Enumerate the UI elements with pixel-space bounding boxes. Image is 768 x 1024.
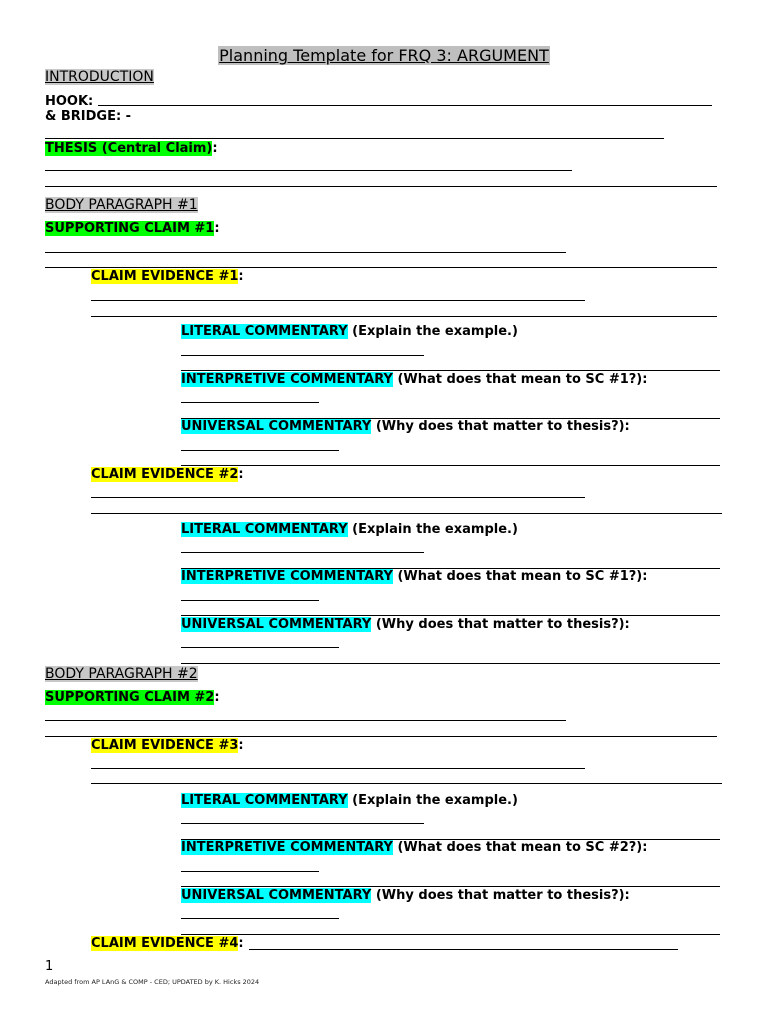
claim-evidence-1-label: CLAIM EVIDENCE #1: bbox=[91, 269, 244, 284]
document-title: Planning Template for FRQ 3: ARGUMENT bbox=[219, 46, 549, 65]
page-number: 1 bbox=[45, 959, 54, 974]
claim-evidence-1-line-1[interactable] bbox=[91, 300, 585, 301]
universal-commentary-3-line-2[interactable] bbox=[181, 934, 720, 935]
claim-evidence-4-line-1[interactable] bbox=[249, 949, 678, 950]
interpretive-commentary-2: INTERPRETIVE COMMENTARY (What does that mean to SC #1?): bbox=[181, 569, 648, 584]
section-heading-introduction: INTRODUCTION bbox=[45, 69, 154, 85]
universal-commentary-1: UNIVERSAL COMMENTARY (Why does that matter to thesis?): bbox=[181, 419, 630, 434]
literal-commentary-1-line-1[interactable] bbox=[181, 355, 424, 356]
literal-commentary-2: LITERAL COMMENTARY (Explain the example.) bbox=[181, 522, 518, 537]
interpretive-commentary-3-line-1[interactable] bbox=[181, 871, 319, 872]
section-heading-body-2: BODY PARAGRAPH #2 bbox=[45, 666, 198, 682]
thesis-answer-line-1[interactable] bbox=[45, 170, 572, 171]
hook-label: HOOK: bbox=[45, 94, 94, 109]
claim-evidence-4-label: CLAIM EVIDENCE #4: bbox=[91, 936, 244, 951]
universal-commentary-1-line-2[interactable] bbox=[181, 465, 720, 466]
thesis-highlight: THESIS (Central Claim) bbox=[45, 141, 213, 156]
bridge-label: & BRIDGE: - bbox=[45, 109, 132, 124]
footer-credit: Adapted from AP LAnG & COMP - CED; UPDATED by K. Hicks 2024 bbox=[45, 978, 260, 986]
claim-evidence-3-label: CLAIM EVIDENCE #3: bbox=[91, 738, 244, 753]
universal-commentary-3: UNIVERSAL COMMENTARY (Why does that matter to thesis?): bbox=[181, 888, 630, 903]
interpretive-commentary-2-line-2[interactable] bbox=[181, 615, 720, 616]
universal-commentary-2-line-1[interactable] bbox=[181, 647, 339, 648]
supporting-claim-2-line-2[interactable] bbox=[45, 736, 717, 737]
literal-commentary-1-line-2[interactable] bbox=[181, 370, 720, 371]
supporting-claim-1-line-2[interactable] bbox=[45, 267, 717, 268]
hook-answer-line[interactable] bbox=[98, 105, 712, 106]
literal-commentary-3-line-1[interactable] bbox=[181, 823, 424, 824]
claim-evidence-2-line-2[interactable] bbox=[91, 513, 722, 514]
literal-commentary-3: LITERAL COMMENTARY (Explain the example.) bbox=[181, 793, 518, 808]
interpretive-commentary-1: INTERPRETIVE COMMENTARY (What does that mean to SC #1?): bbox=[181, 372, 648, 387]
thesis-label: THESIS (Central Claim): bbox=[45, 141, 218, 156]
interpretive-commentary-1-line-1[interactable] bbox=[181, 402, 319, 403]
universal-commentary-2-line-2[interactable] bbox=[181, 663, 720, 664]
universal-commentary-1-line-1[interactable] bbox=[181, 450, 339, 451]
interpretive-commentary-3: INTERPRETIVE COMMENTARY (What does that mean to SC #2?): bbox=[181, 840, 648, 855]
supporting-claim-1-line-1[interactable] bbox=[45, 252, 566, 253]
supporting-claim-1-label: SUPPORTING CLAIM #1: bbox=[45, 221, 220, 236]
claim-evidence-2-line-1[interactable] bbox=[91, 497, 585, 498]
thesis-answer-line-2[interactable] bbox=[45, 186, 717, 187]
section-heading-body-1: BODY PARAGRAPH #1 bbox=[45, 197, 198, 213]
universal-commentary-2: UNIVERSAL COMMENTARY (Why does that matter to thesis?): bbox=[181, 617, 630, 632]
bridge-answer-line[interactable] bbox=[45, 138, 664, 139]
claim-evidence-3-line-2[interactable] bbox=[91, 783, 722, 784]
literal-commentary-1: LITERAL COMMENTARY (Explain the example.) bbox=[181, 324, 518, 339]
claim-evidence-2-label: CLAIM EVIDENCE #2: bbox=[91, 467, 244, 482]
supporting-claim-2-label: SUPPORTING CLAIM #2: bbox=[45, 690, 220, 705]
claim-evidence-1-line-2[interactable] bbox=[91, 316, 717, 317]
interpretive-commentary-3-line-2[interactable] bbox=[181, 886, 720, 887]
interpretive-commentary-2-line-1[interactable] bbox=[181, 600, 319, 601]
supporting-claim-2-line-1[interactable] bbox=[45, 720, 566, 721]
claim-evidence-3-line-1[interactable] bbox=[91, 768, 585, 769]
universal-commentary-3-line-1[interactable] bbox=[181, 918, 339, 919]
literal-commentary-2-line-1[interactable] bbox=[181, 552, 424, 553]
